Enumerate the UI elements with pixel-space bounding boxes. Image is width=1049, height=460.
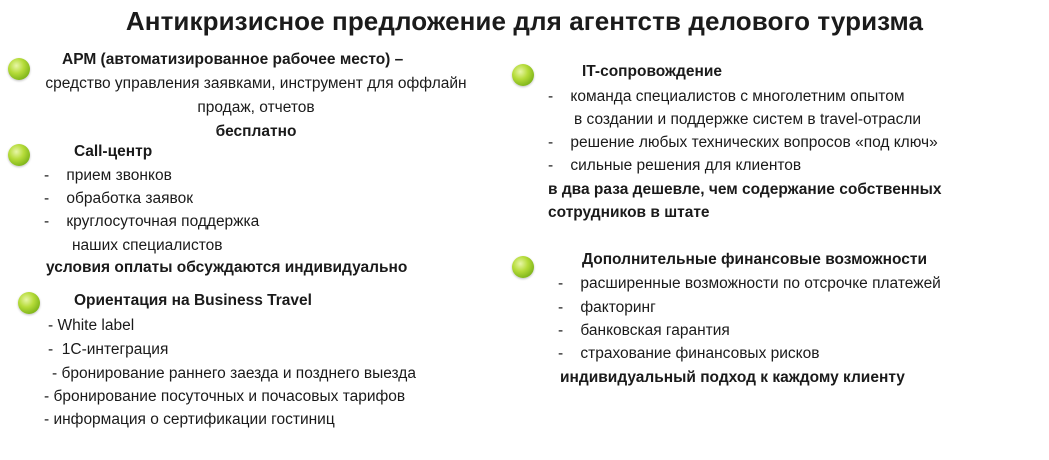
it-support-item: - команда специалистов с многолетним опытом [548, 88, 905, 105]
arm-description-line2: продаж, отчетов [197, 99, 315, 116]
page-title: Антикризисное предложение для агентств делового туризма [125, 6, 924, 36]
green-bullet-icon [512, 64, 534, 86]
callcenter-item: - прием звонков [44, 167, 172, 184]
finance-item: - страхование финансовых рисков [558, 345, 820, 362]
green-bullet-icon [18, 292, 40, 314]
green-bullet-icon [8, 144, 30, 166]
callcenter-payment-note: условия оплаты обсуждаются индивидуально [46, 259, 408, 276]
business-travel-item: - бронирование раннего заезда и позднего выезда [52, 365, 416, 382]
it-support-item: - сильные решения для клиентов [548, 157, 802, 174]
arm-description-line1: средство управления заявками, инструмент для оффлайн [45, 75, 467, 92]
business-travel-item: - White label [48, 317, 135, 334]
it-support-item: - решение любых технических вопросов «под ключ» [548, 134, 938, 151]
it-support-item: в создании и поддержке систем в travel-отрасли [574, 111, 922, 128]
finance-approach-note: индивидуальный подход к каждому клиенту [560, 369, 905, 386]
business-travel-item: - бронирование посуточных и почасовых тарифов [44, 388, 406, 405]
finance-heading: Дополнительные финансовые возможности [582, 251, 927, 268]
business-travel-item: - информация о сертификации гостиниц [44, 411, 335, 428]
finance-item: - факторинг [558, 299, 656, 316]
callcenter-heading: Call-центр [74, 143, 153, 160]
finance-item: - расширенные возможности по отсрочке платежей [558, 275, 941, 292]
callcenter-item: - круглосуточная поддержка [44, 213, 260, 230]
arm-heading: АРМ (автоматизированное рабочее место) – [62, 51, 404, 68]
it-support-cost-note-line1: в два раза дешевле, чем содержание собственных [548, 181, 942, 198]
green-bullet-icon [512, 256, 534, 278]
finance-item: - банковская гарантия [558, 322, 730, 339]
callcenter-item: наших специалистов [72, 237, 223, 254]
it-support-cost-note-line2: сотрудников в штате [548, 204, 710, 221]
business-travel-heading: Ориентация на Business Travel [74, 292, 312, 309]
arm-price-note: бесплатно [215, 123, 297, 140]
it-support-heading: IT-сопровождение [582, 63, 723, 80]
callcenter-item: - обработка заявок [44, 190, 194, 207]
business-travel-item: - 1С-интеграция [48, 341, 169, 358]
